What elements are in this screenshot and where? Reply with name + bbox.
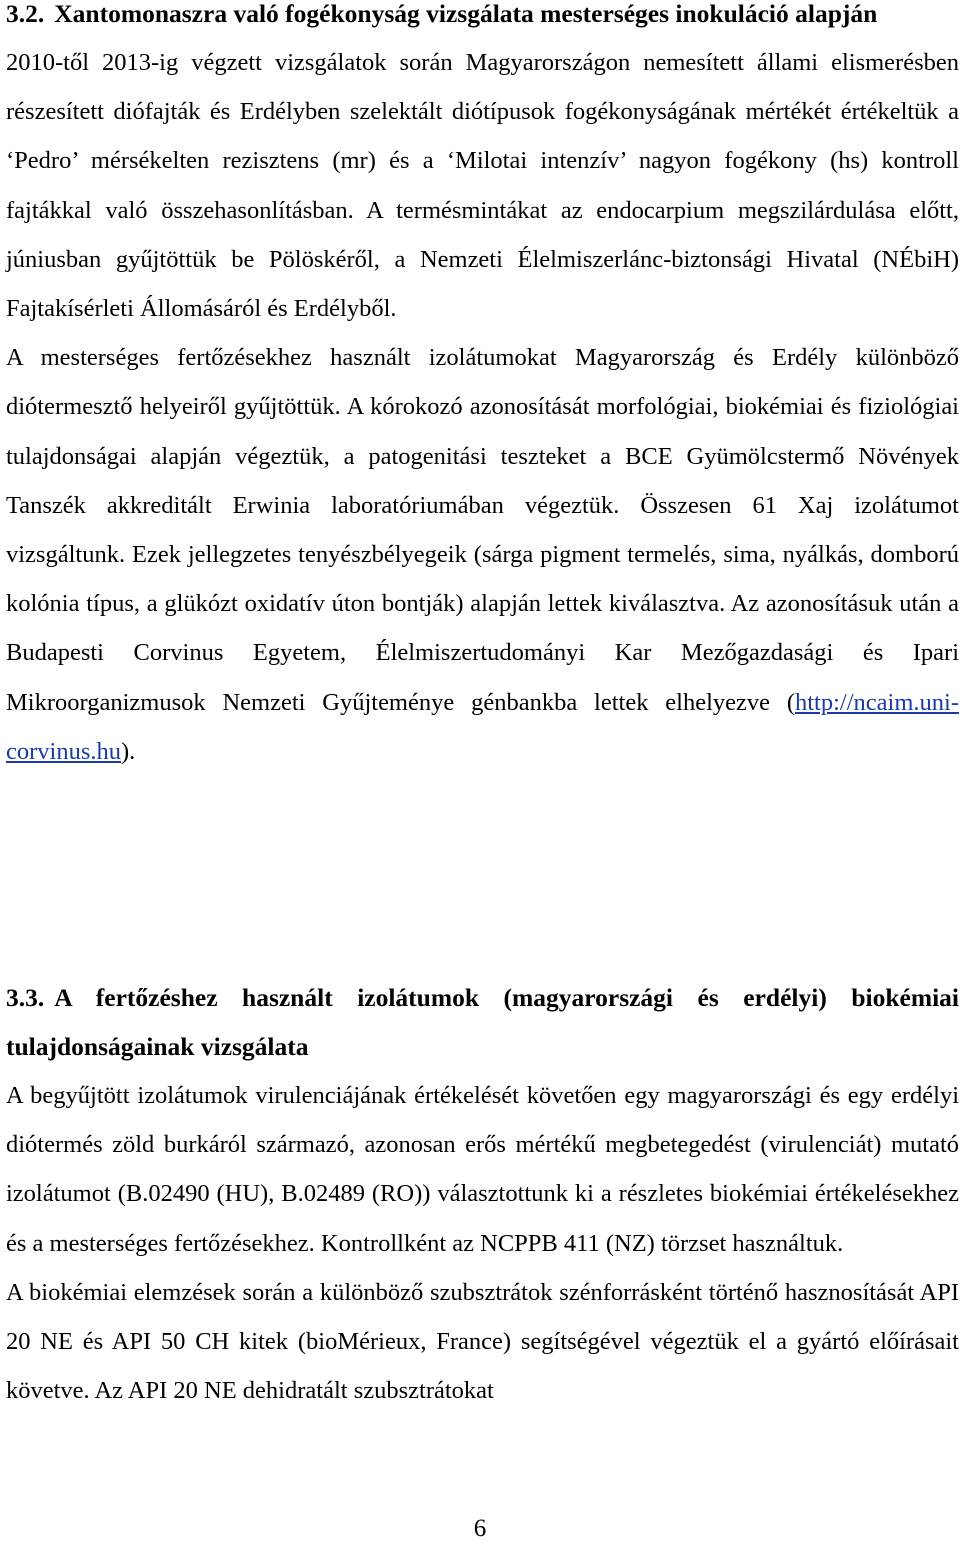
- section-number: 3.3.: [6, 983, 45, 1012]
- section-title: A fertőzéshez használt izolátumok (magyarországi és erdélyi) biokémiai tulajdonságainak vizsgálata: [6, 983, 959, 1061]
- page-number: 6: [473, 1515, 487, 1542]
- ncaim-link[interactable]: http://ncaim.uni-corvinus.hu: [6, 688, 959, 765]
- section-heading: [6, 973, 959, 1071]
- section-title: Xantomonaszra való fogékonyság vizsgálata mesterséges inokuláció alapján: [54, 0, 878, 28]
- paragraph-text: A mesterséges fertőzésekhez használt izolátumokat Magyarország és Erdély különböző diótermesztő helyeiről gyűjtöttük. A kórokozó azonosítását morfológiai, biokémiai és fiziológiai tulajdonságai alapján végeztük, a patogenitási teszteket a BCE Gyümölcstermő Növények Tanszék akkreditált Erwinia laboratóriumában végeztük. Összesen 61 Xaj izolátumot vizsgáltunk. Ezek jellegzetes tenyészbélyegeik (sárga pigment termelés, sima, nyálkás, domború kolónia típus, a glükózt oxidatív úton bontják) alapján lettek kiválasztva. Az azonosításuk után a Budapesti Corvinus Egyetem, Élelmiszertudományi Kar Mezőgazdasági és Ipari Mikroorganizmusok Nemzeti Gyűjteménye génbankba lettek elhelyezve (: [6, 344, 959, 716]
- section-3-2: [6, 0, 959, 776]
- section-number: 3.2.: [6, 0, 45, 28]
- paragraph: A begyűjtött izolátumok virulenciájának értékelését követően egy magyarországi és egy erdélyi diótermés zöld burkáról származó, azonosan erős mértékű megbetegedést (virulenciát) mutató izolátumot (B.02490 (HU), B.02489 (RO)) választottunk ki a részletes biokémiai értékelésekhez és a mesterséges fertőzésekhez. Kontrollként az NCPPB 411 (NZ) törzset használtuk.: [6, 1082, 959, 1257]
- section-heading: [6, 0, 959, 38]
- paragraph: A biokémiai elemzések során a különböző szubsztrátok szénforrásként történő hasznosítását API 20 NE és API 50 CH kitek (bioMérieux, France) segítségével végeztük el a gyártó előírásait követve. Az API 20 NE dehidratált szubsztrátokat: [6, 1278, 959, 1405]
- paragraph: 2010-től 2013-ig végzett vizsgálatok során Magyarországon nemesített állami elismerésben részesített diófajták és Erdélyben szelektált diótípusok fogékonyságának mértékét értékeltük a ‘Pedro’ mérsékelten rezisztens (mr) és a ‘Milotai intenzív’ nagyon fogékony (hs) kontroll fajtákkal való összehasonlításban. A termésmintákat az endocarpium megszilárdulása előtt, júniusban gyűjtöttük be Pölöskéről, a Nemzeti Élelmiszerlánc-biztonsági Hivatal (NÉbiH) Fajtakísérleti Állomásáról és Erdélyből.: [6, 49, 959, 323]
- paragraph: [6, 333, 959, 776]
- section-3-3: [6, 973, 959, 1415]
- paragraph-text-end: ).: [121, 737, 136, 765]
